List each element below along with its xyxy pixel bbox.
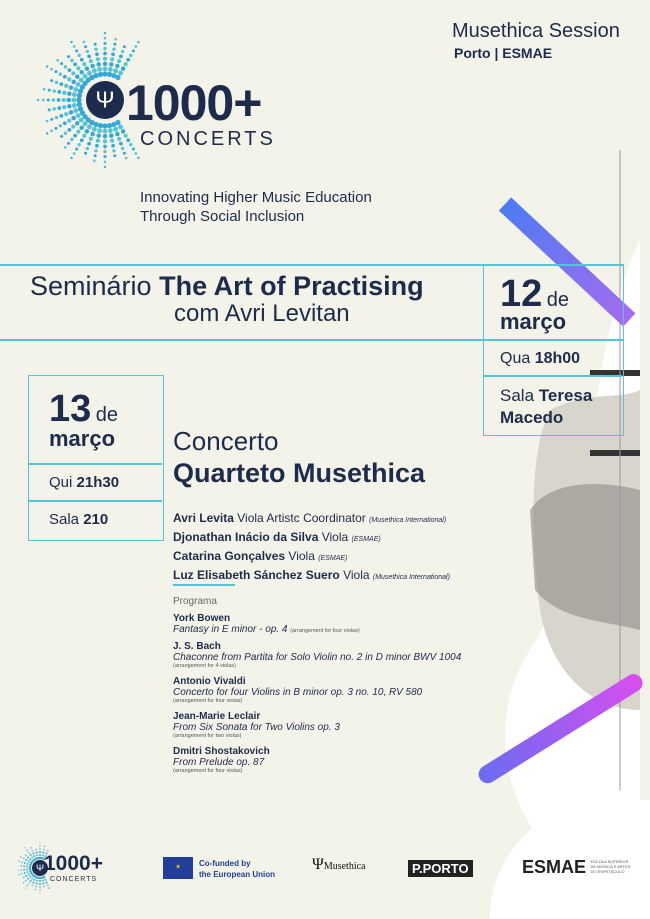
- performer-org: (Musethica International): [372, 574, 450, 581]
- work: From Prelude op. 87: [173, 757, 265, 768]
- composer: J. S. Bach: [173, 641, 221, 652]
- concert-month: março: [49, 426, 116, 451]
- footer-logo-word: CONCERTS: [50, 876, 98, 883]
- divider: [484, 375, 622, 377]
- tuning-fork-icon: Ψ: [312, 856, 324, 873]
- composer: York Bowen: [173, 613, 231, 624]
- composer: Dmitri Shostakovich: [173, 746, 270, 757]
- programme-item: [173, 711, 493, 740]
- arrangement-note: (arrangement for four violas): [173, 768, 243, 774]
- divider: [29, 500, 162, 502]
- performer-role: Viola Artistc Coordinator: [237, 511, 366, 525]
- tagline-line: Through Social Inclusion: [140, 208, 305, 225]
- eu-line: the European Union: [199, 870, 275, 879]
- footer-logo-number: 1000+: [44, 852, 103, 875]
- performer: [173, 548, 450, 567]
- eu-flag-icon: ✶: [163, 857, 193, 879]
- musethica-logo: [312, 856, 365, 874]
- programme-item: [173, 641, 493, 670]
- room-label: Sala: [500, 386, 535, 405]
- seminar-title: [30, 271, 424, 302]
- eu-text: [199, 858, 275, 880]
- room-label: Sala: [49, 511, 80, 528]
- concert-title: Quarteto Musethica: [173, 458, 426, 488]
- seminar-month: março: [500, 309, 567, 334]
- seminar-info-box: [483, 264, 624, 436]
- concert-time-value: 21h30: [76, 474, 120, 491]
- concert-day: 13: [49, 388, 92, 430]
- esmae-sub: DO ESPETÁCULO: [590, 869, 625, 874]
- performer-name: Avri Levita: [173, 511, 234, 525]
- work: Fantasy in E minor - op. 4: [173, 624, 288, 635]
- seminar-de: de: [546, 289, 569, 311]
- performer-name: Luz Elisabeth Sánchez Suero: [173, 568, 340, 582]
- concert-time: [49, 474, 119, 491]
- performers-list: [173, 510, 450, 586]
- performer-name: Djonathan Inácio da Silva: [173, 530, 319, 544]
- divider: [484, 339, 622, 341]
- esmae-sub: DE MÚSICA E ARTES: [590, 864, 631, 869]
- seminar-name: The Art of Practising: [159, 271, 424, 301]
- concert-info-box: [28, 375, 164, 541]
- seminar-time-value: 18h00: [534, 350, 581, 367]
- seminar-day: 12: [500, 273, 543, 315]
- programme-item: [173, 676, 493, 705]
- performer-name: Catarina Gonçalves: [173, 549, 286, 563]
- concert-label: Concerto: [173, 426, 279, 456]
- svg-text:Ψ: Ψ: [95, 86, 115, 113]
- performer-org: (ESMAE): [351, 536, 381, 543]
- room-name: 210: [83, 511, 109, 528]
- arrangement-note: (arrangement for four violas): [290, 628, 360, 634]
- performer-org: (ESMAE): [318, 555, 348, 562]
- work: Concerto for four Violins in B minor op. 3 no. 10, RV 580: [173, 687, 423, 698]
- work: From Six Sonata for Two Violins op. 3: [173, 722, 340, 733]
- seminar-prefix: Seminário: [30, 271, 152, 301]
- logo-number: 1000+: [126, 75, 262, 131]
- work: Chaconne from Partita for Solo Violin no. 2 in D minor BWV 1004: [173, 652, 462, 663]
- arrangement-note: (arrangement for four violas): [173, 698, 243, 704]
- session-title: Musethica Session: [452, 20, 620, 42]
- esmae-sub: ESCOLA SUPERIOR: [590, 859, 629, 864]
- logo-word: CONCERTS: [140, 128, 276, 150]
- performer-role: Viola: [343, 568, 370, 582]
- seminar-subtitle: com Avri Levitan: [174, 300, 350, 327]
- composer: Antonio Vivaldi: [173, 676, 246, 687]
- arrangement-note: (arrangement for two violas): [173, 733, 242, 739]
- session-place: Porto | ESMAE: [454, 45, 553, 61]
- composer: Jean-Marie Leclair: [173, 711, 261, 722]
- room-name: Teresa Macedo: [500, 386, 593, 427]
- divider: [29, 463, 162, 465]
- musethica-text: Musethica: [323, 861, 366, 872]
- performer: [173, 529, 450, 548]
- esmae-text: ESMAE: [522, 857, 587, 877]
- concert-room: [49, 511, 108, 528]
- programme-label: Programa: [173, 596, 217, 607]
- pporto-logo: P.PORTO: [408, 860, 473, 877]
- performer-role: Viola: [321, 530, 349, 544]
- tagline: [140, 188, 372, 226]
- divider: [173, 584, 235, 586]
- seminar-room: [500, 385, 620, 429]
- svg-text:Ψ: Ψ: [35, 863, 45, 875]
- arrangement-note: (arrangement for 4 violas): [173, 663, 236, 669]
- seminar-time: [500, 350, 580, 368]
- footer-1000-concerts-logo: [18, 838, 108, 898]
- esmae-logo: [522, 857, 630, 878]
- programme: [173, 596, 493, 775]
- performer-org: (Musethica International): [369, 517, 447, 524]
- seminar-weekday: Qua: [500, 350, 531, 367]
- tagline-line: Innovating Higher Music Education: [140, 189, 372, 206]
- performer-role: Viola: [288, 549, 315, 563]
- performer: [173, 510, 450, 529]
- concert-weekday: Qui: [49, 474, 73, 491]
- programme-item: [173, 613, 493, 635]
- eu-line: Co-funded by: [199, 859, 251, 868]
- programme-item: [173, 746, 493, 775]
- concert-de: de: [95, 404, 118, 426]
